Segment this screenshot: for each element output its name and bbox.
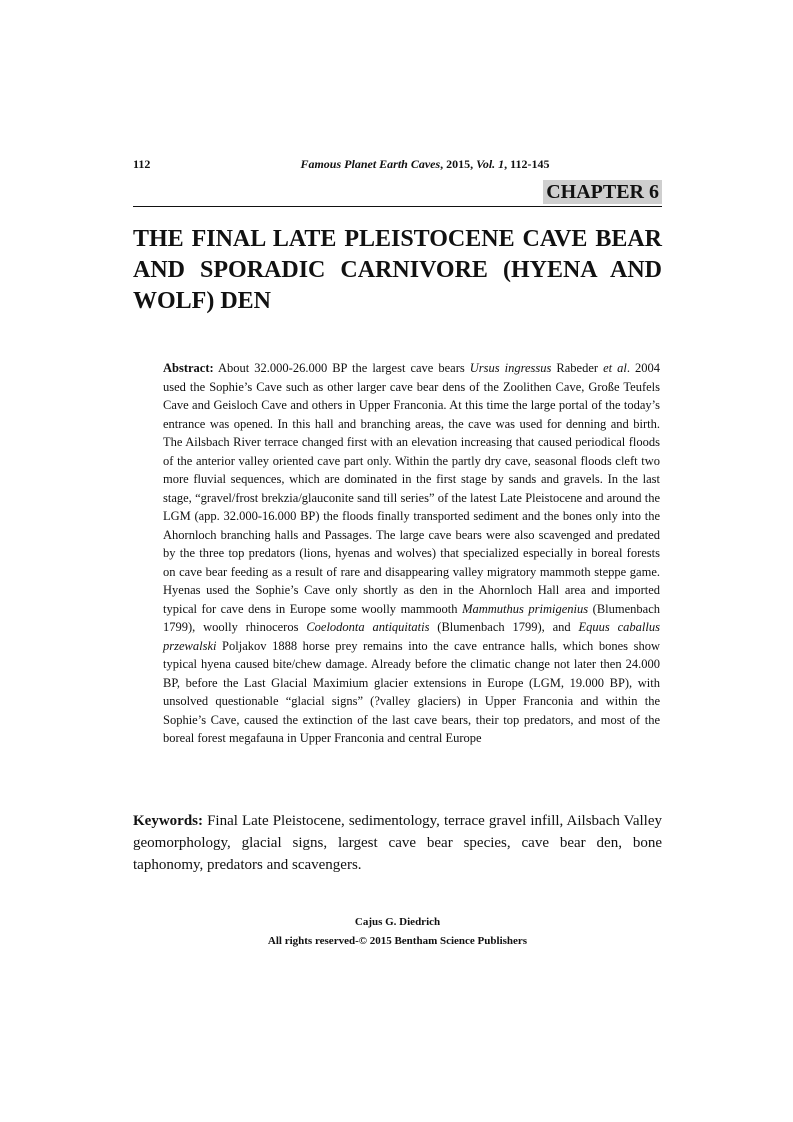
abstract — [163, 359, 660, 748]
species-name: Coelodonta antiquitatis — [306, 620, 430, 634]
keywords-label: Keywords: — [133, 813, 203, 829]
species-name: Mammuthus primigenius — [462, 601, 589, 616]
abstract-text: Poljakov 1888 horse prey remains into the cave entrance halls, which bones show typical hyena caused bite/chew damage. Already before the climatic change not later then 24.000 BP, before the Last Glacial Maximium glacier extensions in Europe (LGM, 19.000 BP), with unsolved questionable “glacial signs” (?valley glaciers) in Upper Franconia and within the Sophie’s Cave, caused the extinction of the last cave bears, their top predators, and most of the boreal forest megafauna in Upper Franconia and central Europe — [163, 638, 660, 745]
journal-title: Famous Planet Earth Caves — [300, 157, 441, 171]
chapter-label: CHAPTER 6 — [543, 180, 662, 204]
chapter-title: THE FINAL LATE PLEISTOCENE CAVE BEAR AND SPORADIC CARNIVORE (HYENA AND WOLF) DEN — [133, 226, 662, 314]
et-al: et al — [603, 361, 627, 375]
journal-volume: Vol. 1 — [476, 157, 505, 171]
header-rule — [133, 206, 662, 207]
keywords — [133, 810, 662, 876]
page-number: 112 — [133, 157, 151, 171]
abstract-text: (Blumenbach 1799), and — [429, 620, 579, 634]
abstract-text: . 2004 used the Sophie’s Cave such as other larger cave bear dens of the Zoolithen Cave, Große Teufels Cave and Geisloch Cave and others in Upper Franconia. At this time the large portal of the today’s entrance was opened. In this hall and branching areas, the cave was used for denning and birth. The Ailsbach River terrace changed first with an elevation increasing that caused periodical floods of the anterior valley oriented cave part only. Within the partly dry cave, seasonal floods cleft two more fluvial sequences, which are dominated in the first stage by sands and gravels. In the last stage, “gravel/frost brekzia/glauconite sand till series” of the latest Late Pleistocene and around the LGM (app. 32.000-16.000 BP) the floods finally transported sediment and the bones only into the Ahornloch branching halls and Passages. The large cave bears were also scavenged and predated by the three top predators (lions, hyenas and wolves) that specialized especially in boreal forests on cave bear feeding as a result of rare and disappearing valley migratory mammoth steppe game. Hyenas used the Sophie’s Cave only shortly as den in the Ahornloch Hall area and imported typical for cave dens in Europe some woolly mammooth — [163, 361, 660, 616]
abstract-text: Rabeder — [551, 361, 604, 375]
author: Cajus G. Diedrich — [354, 916, 441, 928]
journal-pages: 112-145 — [510, 157, 550, 171]
journal-year: 2015 — [446, 157, 471, 171]
running-head: Famous Planet Earth Caves, 2015, Vol. 1, 112-145 — [300, 157, 550, 171]
abstract-text: (Blumenbach 1799), woolly rhinoceros — [163, 601, 660, 634]
abstract-label: Abstract: — [163, 361, 214, 375]
species-name: Equus caballus przewalski — [163, 620, 660, 653]
copyright: All rights reserved-© 2015 Bentham Science Publishers — [267, 935, 528, 947]
keywords-text: Final Late Pleistocene, sedimentology, terrace gravel infill, Ailsbach Valley geomorphology, glacial signs, largest cave bear species, cave bear den, bone taphonomy, predators and scavengers. — [133, 813, 662, 873]
abstract-text: About 32.000-26.000 BP the largest cave bears — [213, 361, 470, 375]
species-name: Ursus ingressus — [469, 361, 552, 375]
